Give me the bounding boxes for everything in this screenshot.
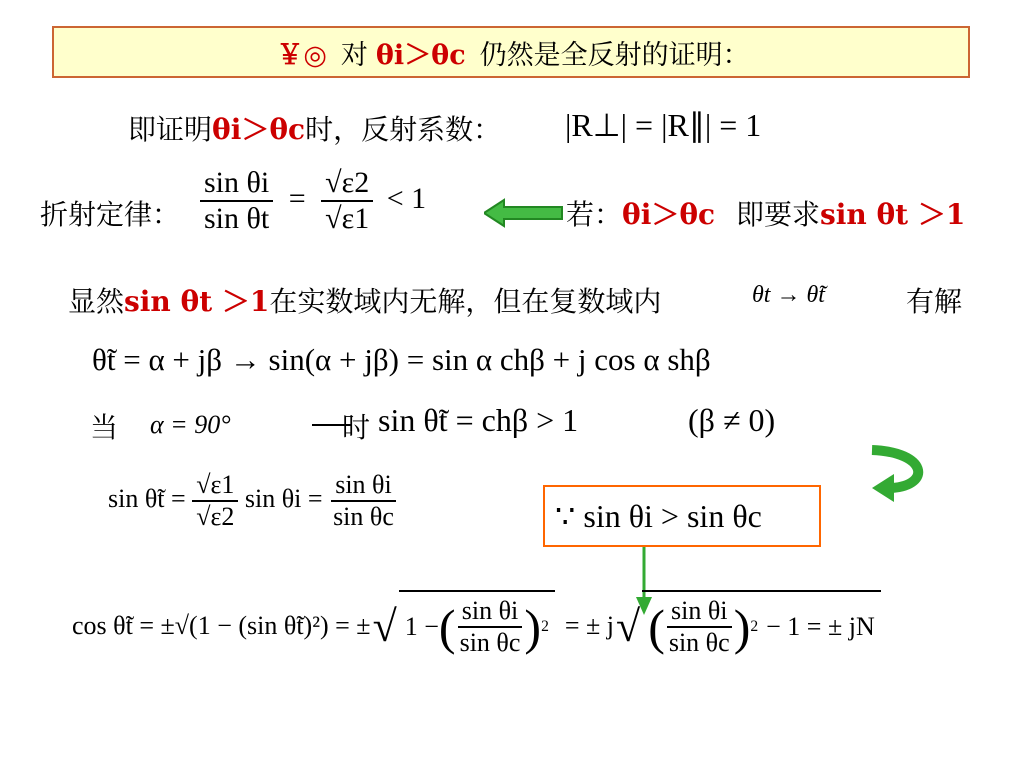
when-label: 当	[90, 411, 119, 444]
eq3-frac1-den: sin θc	[459, 628, 521, 657]
snell-rhs-den: √ε1	[325, 202, 370, 235]
line1-cond: θi＞θc	[212, 113, 306, 146]
require-cond: sin θt ＞1	[819, 198, 966, 231]
title-cond: θi＞θc	[375, 39, 466, 71]
condition-if	[566, 193, 965, 233]
snell-formula: $\frac{\text{sin θi}}{\text{sin θt}}$ = $\frac{√\varepsilon 2}{√\varepsilon 1}$ < 1	[200, 166, 426, 236]
because-formula: ∵ sin θi > sin θc	[555, 498, 762, 534]
eq2-f1-num: √ε1	[192, 470, 238, 502]
line-no-real-solution	[68, 280, 661, 320]
snell-label: 折射定律：	[40, 198, 181, 231]
if-cond: θi＞θc	[622, 198, 716, 231]
eq2-f1-den: √ε2	[196, 502, 235, 531]
snell-lhs-den: sin θt	[204, 202, 270, 235]
snell-rhs-num: √ε2	[321, 166, 373, 202]
slide-title	[54, 28, 972, 76]
because-box	[543, 485, 821, 547]
eq2-f2-num: sin θi	[331, 470, 396, 502]
snell-tail: < 1	[386, 181, 427, 215]
title-box	[52, 26, 970, 78]
shi-label: 时	[342, 411, 371, 444]
sin-theta-tilde-formula	[108, 470, 398, 532]
snell-rhs-fraction	[321, 166, 373, 236]
eq3-fraction-2	[665, 596, 734, 658]
eq3-frac2-den: sin θc	[668, 628, 730, 657]
alpha-90: α = 90°	[150, 410, 231, 439]
cos-theta-tilde-formula: cos θ̃t = ±√(1 − (sin θ̃t)²) = ± √ 1 − ( $\frac{\text{sin θi}}{\text{sin θc}}$ ) 2 = ± j √ ( $\frac{\text{sin θi}}{\text{sin θc}}$ ) 2 − 1 = ± jN	[72, 590, 881, 662]
left-arrow-icon	[484, 198, 564, 228]
eq2-fraction-sin	[329, 470, 398, 532]
title-prefix: ￥◎	[276, 39, 327, 71]
eq3-mid: = ± j	[564, 611, 615, 640]
beta-nonzero: (β ≠ 0)	[688, 402, 776, 438]
eq3-radicand-1: 1 − ( $\frac{\text{sin θi}}{\text{sin θc}}$ ) 2	[399, 590, 555, 662]
eq2-fraction-eps	[192, 470, 238, 532]
eq3-minus-one: − 1 = ± jN	[766, 612, 875, 641]
eq2-lhs: sin θ̃t =	[108, 483, 186, 513]
line1-tail: 时，反射系数：	[305, 113, 502, 146]
line3-text: 在实数域内无解，但在复数域内	[269, 285, 662, 318]
line3-lead: 显然	[68, 285, 125, 318]
curved-arrow-icon	[862, 440, 932, 510]
snell-lhs-fraction	[200, 166, 273, 236]
if-label: 若：	[566, 198, 623, 231]
eq3-lhs: cos θ̃t = ±√(1 − (sin θ̃t)²) = ±	[72, 611, 371, 640]
sin-theta-ch-formula: sin θ̃t = chβ > 1	[378, 402, 579, 438]
complex-theta-formula: θt → θ̃t	[752, 282, 825, 308]
eq3-fraction-1	[456, 596, 525, 658]
eq3-frac2-num: sin θi	[667, 596, 732, 628]
title-text-post: 仍然是全反射的证明：	[479, 39, 750, 71]
eq3-radicand-2: ( $\frac{\text{sin θi}}{\text{sin θc}}$ ) 2 − 1 = ± jN	[642, 590, 881, 662]
snell-lhs-num: sin θi	[200, 166, 273, 202]
line1-lead: 即证明	[128, 113, 213, 146]
complex-angle-expansion: θ̃t = α + jβ → sin(α + jβ) = sin α chβ + j cos α shβ	[92, 342, 711, 377]
eq2-mid: sin θi =	[244, 483, 323, 513]
title-text-pre: 对	[340, 39, 368, 71]
eq3-inner1: 1 −	[404, 612, 439, 641]
line3-tail: 有解	[906, 285, 963, 318]
require-label: 即要求	[735, 198, 820, 231]
eq2-f2-den: sin θc	[333, 502, 394, 531]
reflection-coefficient-formula: |R⊥| = |R∥| = 1	[565, 107, 762, 143]
line-proof-statement	[128, 108, 501, 148]
line3-cond: sin θt ＞1	[124, 285, 270, 318]
eq3-frac1-num: sin θi	[458, 596, 523, 628]
